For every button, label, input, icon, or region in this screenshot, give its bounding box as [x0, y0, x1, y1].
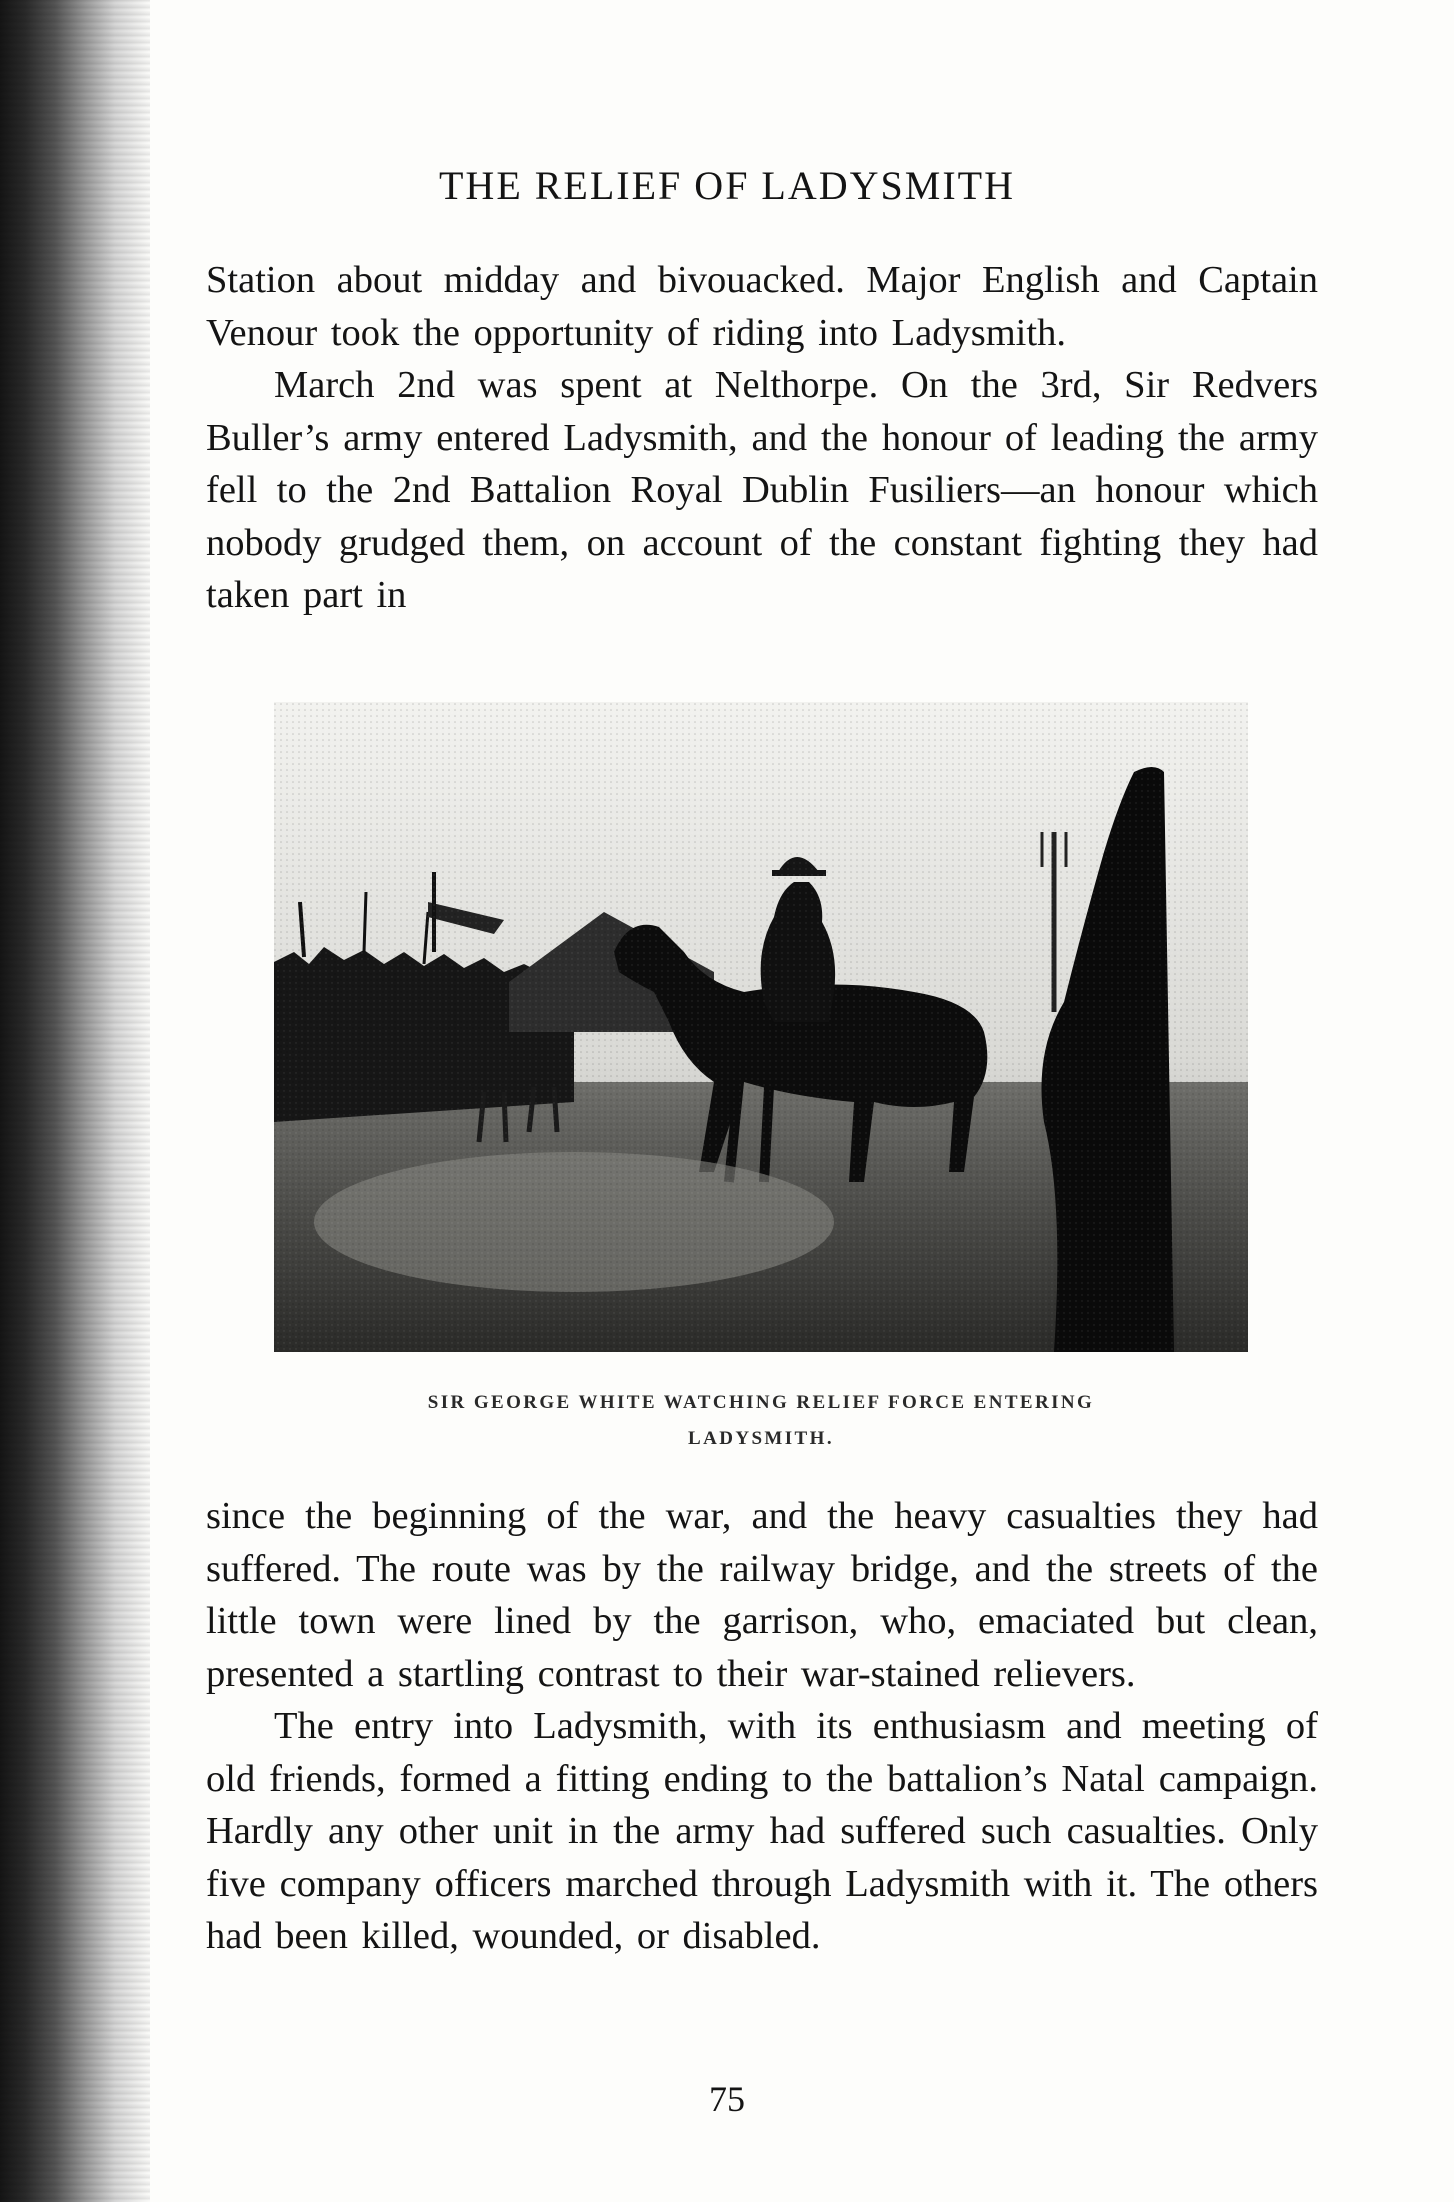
paragraph: The entry into Ladysmith, with its enthusiasm and meeting of old friends, formed a fitting ending to the battalion’s Natal campaign. Hardly any other unit in the army had suffered such casualties. Only five company officers marched through Ladysmith with it. The others had been killed, wounded, or disabled. — [206, 1705, 1318, 1957]
page-number: 75 — [709, 2079, 745, 2119]
text-block-top — [206, 254, 1318, 622]
caption-line-2: LADYSMITH. — [688, 1428, 834, 1449]
paragraph: since the beginning of the war, and the heavy casualties they had suffered. The route was by the railway bridge, and the streets of the little town were lined by the garrison, who, emaciated but clean, presented a startling contrast to their war-stained relievers. — [206, 1495, 1318, 1695]
caption-line-1: SIR GEORGE WHITE WATCHING RELIEF FORCE ENTERING — [427, 1392, 1095, 1413]
paragraph: Station about midday and bivouacked. Major English and Captain Venour took the opportunity of riding into Ladysmith. — [206, 259, 1318, 354]
running-head: THE RELIEF OF LADYSMITH — [439, 163, 1015, 208]
photo-illustration — [274, 702, 1248, 1352]
photo-caption — [274, 1385, 1248, 1457]
scan-gutter-shadow — [0, 0, 150, 2202]
photograph-sir-george-white — [274, 702, 1248, 1352]
text-block-bottom — [206, 1490, 1318, 1963]
paragraph: March 2nd was spent at Nelthorpe. On the 3rd, Sir Redvers Buller’s army entered Ladysmith, and the honour of leading the army fell to the 2nd Battalion Royal Dublin Fusiliers—an honour which nobody grudged them, on account of the constant fighting they had taken part in — [206, 364, 1318, 616]
